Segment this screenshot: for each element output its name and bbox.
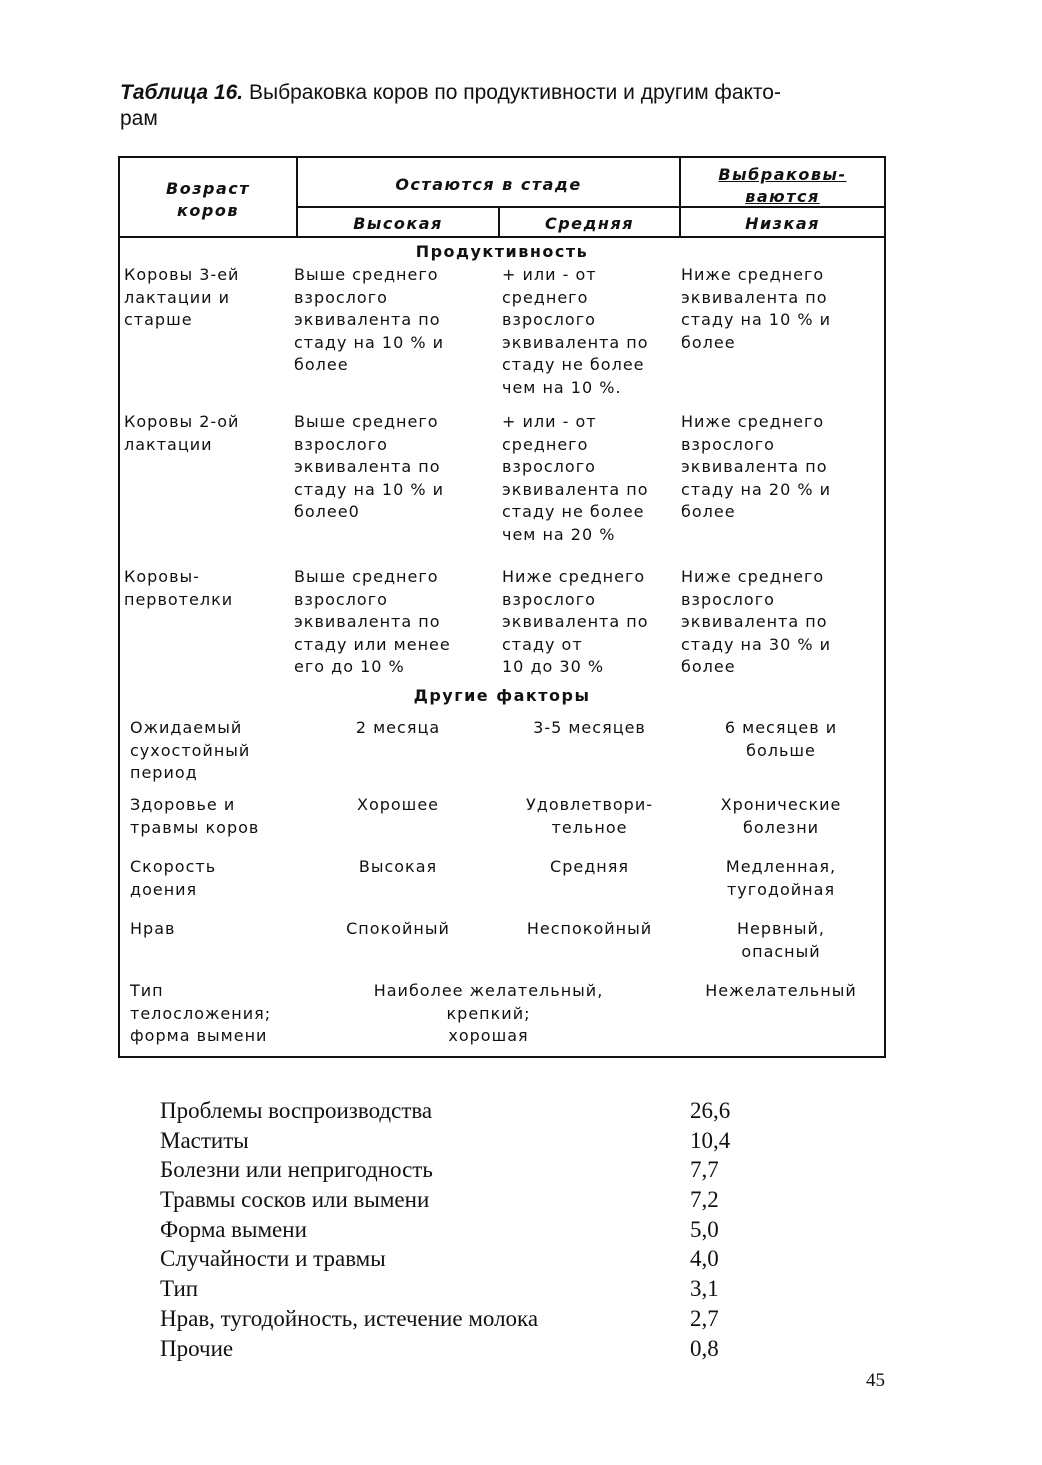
prod-row-1-high: Выше среднего взрослого эквивалента по стаду на 10 % и более xyxy=(294,265,445,374)
header-stay: Остаются в стаде xyxy=(395,175,582,194)
other-row-2-factor: Здоровье и травмы коров xyxy=(130,795,260,837)
list-item xyxy=(160,1244,760,1274)
reason-value: 3,1 xyxy=(690,1276,719,1302)
header-age: Возраст коров xyxy=(166,179,250,220)
list-item xyxy=(160,1334,760,1364)
header-low: Низкая xyxy=(745,214,820,233)
list-item xyxy=(160,1215,760,1245)
other-row-4-factor: Нрав xyxy=(130,919,176,938)
other-row-3-medium: Средняя xyxy=(550,857,629,876)
other-row-4-medium: Неспокойный xyxy=(526,919,653,938)
reason-value: 7,7 xyxy=(690,1157,719,1183)
section-productivity: Продуктивность xyxy=(415,242,589,261)
list-item xyxy=(160,1185,760,1215)
other-row-1-factor: Ожидаемый сухостойный период xyxy=(130,718,251,782)
last-row-stay: Наиболее желательный, крепкий; хорошая xyxy=(373,981,604,1045)
culling-table xyxy=(118,156,886,1058)
other-row-3-low: Медленная, тугодойная xyxy=(725,857,837,899)
prod-row-3-age: Коровы- первотелки xyxy=(124,567,234,609)
prod-row-2-high: Выше среднего взрослого эквивалента по стаду на 10 % и более0 xyxy=(294,412,445,521)
list-item xyxy=(160,1304,760,1334)
list-item xyxy=(160,1126,760,1156)
other-row-2-medium: Удовлетвори- тельное xyxy=(526,795,653,837)
table-caption xyxy=(120,80,900,132)
prod-row-2-age: Коровы 2-ой лактации xyxy=(124,412,240,454)
prod-row-1-age: Коровы 3-ей лактации и старше xyxy=(124,265,240,329)
other-row-2-high: Хорошее xyxy=(356,795,440,814)
reason-label: Нрав, тугодойность, истечение молока xyxy=(160,1305,539,1331)
prod-row-3-low: Ниже среднего взрослого эквивалента по стаду на 30 % и более xyxy=(681,567,832,676)
prod-row-2-low: Ниже среднего взрослого эквивалента по стаду на 20 % и более xyxy=(681,412,832,521)
last-row-low: Нежелательный xyxy=(705,981,857,1000)
header-culled: Выбраковы- ваются xyxy=(718,165,847,206)
other-row-4-high: Спокойный xyxy=(346,919,450,938)
other-row-4-low: Нервный, опасный xyxy=(736,919,826,961)
other-row-3-high: Высокая xyxy=(358,857,438,876)
other-row-1-low: 6 месяцев и больше xyxy=(724,718,838,760)
other-row-3-factor: Скорость доения xyxy=(130,857,217,899)
reason-label: Маститы xyxy=(160,1127,249,1153)
other-row-1-medium: 3-5 месяцев xyxy=(533,718,646,737)
reason-value: 2,7 xyxy=(690,1305,719,1331)
reason-label: Форма вымени xyxy=(160,1216,307,1242)
caption-label: Таблица 16. xyxy=(120,81,244,104)
section-other-factors: Другие факторы xyxy=(413,686,591,705)
reason-label: Травмы сосков или вымени xyxy=(160,1187,430,1213)
header-medium: Средняя xyxy=(544,214,635,233)
reason-value: 7,2 xyxy=(690,1187,719,1213)
reason-value: 4,0 xyxy=(690,1246,719,1272)
list-item xyxy=(160,1155,760,1185)
page-number: 45 xyxy=(866,1370,885,1391)
reason-value: 0,8 xyxy=(690,1335,719,1361)
reason-label: Случайности и травмы xyxy=(160,1246,386,1272)
caption-text-line1: Выбраковка коров по продуктивности и другим факто- xyxy=(248,81,781,104)
reason-label: Прочие xyxy=(160,1335,234,1361)
culling-reasons-list xyxy=(160,1096,760,1363)
list-item xyxy=(160,1096,760,1126)
reason-value: 10,4 xyxy=(690,1127,731,1153)
reason-label: Проблемы воспроизводства xyxy=(160,1098,433,1123)
reason-label: Болезни или непригодность xyxy=(160,1157,433,1183)
hline-header-bottom xyxy=(120,236,884,238)
last-row-factor: Тип телосложения; форма вымени xyxy=(130,981,272,1045)
prod-row-3-high: Выше среднего взрослого эквивалента по стаду или менее его до 10 % xyxy=(294,567,451,676)
reason-value: 26,6 xyxy=(690,1098,731,1123)
reason-label: Тип xyxy=(160,1276,199,1302)
header-high: Высокая xyxy=(353,214,443,233)
other-row-2-low: Хронические болезни xyxy=(720,795,842,837)
caption-text-line2: рам xyxy=(120,107,158,130)
prod-row-3-medium: Ниже среднего взрослого эквивалента по стаду от 10 до 30 % xyxy=(502,567,649,676)
list-item xyxy=(160,1274,760,1304)
prod-row-1-medium: + или - от среднего взрослого эквивалента по стаду не более чем на 10 %. xyxy=(502,265,649,397)
reason-value: 5,0 xyxy=(690,1216,719,1242)
prod-row-1-low: Ниже среднего эквивалента по стаду на 10 % и более xyxy=(681,265,832,352)
other-row-1-high: 2 месяца xyxy=(355,718,441,737)
prod-row-2-medium: + или - от среднего взрослого эквивалента по стаду не более чем на 20 % xyxy=(502,412,649,544)
